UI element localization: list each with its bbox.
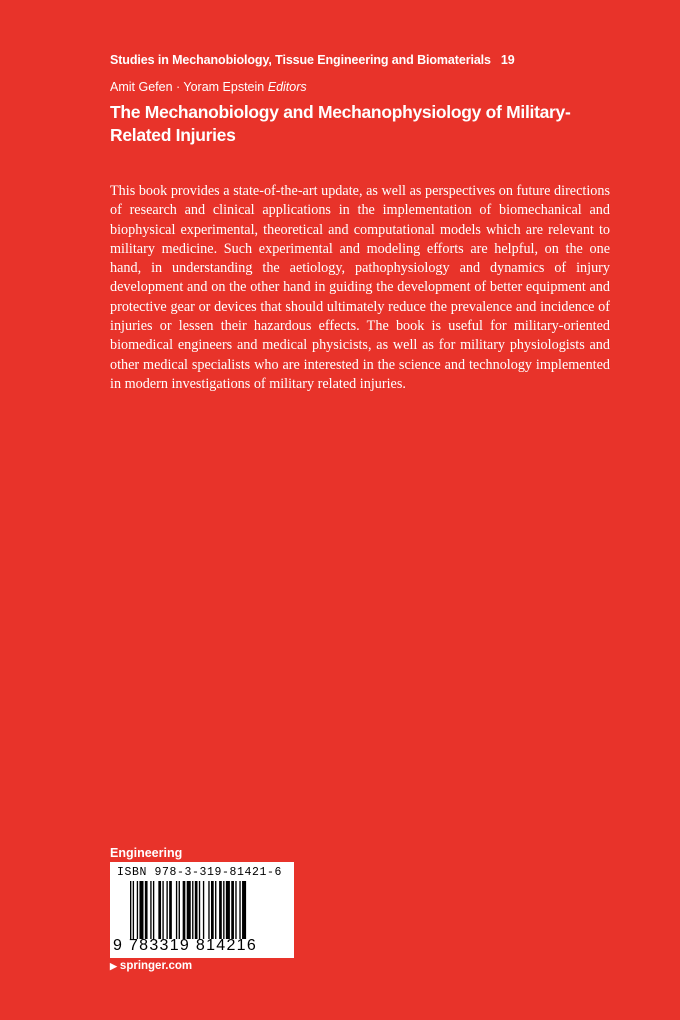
editor-names: Amit Gefen · Yoram Epstein xyxy=(110,80,265,94)
barcode-stripe xyxy=(169,881,172,939)
book-title: The Mechanobiology and Mechanophysiology of Military-Related Injuries xyxy=(110,102,571,145)
barcode-stripe xyxy=(215,881,216,939)
barcode-stripe xyxy=(203,881,204,939)
barcode-stripe xyxy=(158,881,161,939)
barcode-stripe xyxy=(130,881,131,939)
series-line xyxy=(110,53,515,67)
isbn-label: ISBN 978-3-319-81421-6 xyxy=(117,866,283,879)
barcode-stripe xyxy=(153,881,154,939)
book-description: This book provides a state-of-the-art update, as well as perspectives on future directions of research and clinical applications in the implementation of biomechanical and biophysical experimental, theoretical and computational models which are relevant to military medicine. Such experimental and modeling efforts are helpful, on the one hand, in understanding the aetiology, pathophysiology and dynamics of injury development and on the other hand in guiding the development of better equipment and protective gear or devices that should ultimately reduce the prevalence and incidence of injuries or lessen their hazardous effects. The book is useful for military-oriented biomedical engineers and medical physicists, as well as for military physiologists and other medical specialists who are interested in the science and technology implemented in modern investigations of military related injuries. xyxy=(110,183,610,392)
isbn-barcode xyxy=(110,862,294,958)
barcode-stripe xyxy=(192,881,193,939)
barcode-stripe xyxy=(199,881,200,939)
series-volume: 19 xyxy=(500,53,515,67)
barcode-stripe xyxy=(223,881,224,939)
barcode-stripe xyxy=(211,881,214,939)
barcode-stripe xyxy=(231,881,234,939)
barcode-stripe xyxy=(208,881,209,939)
barcode-stripe xyxy=(239,881,240,939)
publisher-url: springer.com xyxy=(119,960,193,972)
barcode-stripe xyxy=(137,881,138,939)
barcode-stripe xyxy=(145,881,148,939)
barcode-stripe xyxy=(166,881,167,939)
barcode-stripe xyxy=(187,881,191,939)
barcode-stripe xyxy=(150,881,151,939)
barcode-stripe xyxy=(179,881,180,939)
publisher-link[interactable] xyxy=(110,960,192,972)
editors-role: Editors xyxy=(267,80,307,94)
subject-category: Engineering xyxy=(110,846,183,860)
barcode-digits: 9 783319 814216 xyxy=(113,937,258,954)
barcode-stripe xyxy=(183,881,186,939)
barcode-stripe xyxy=(176,881,177,939)
barcode-stripe xyxy=(226,881,230,939)
barcode-stripe xyxy=(133,881,134,939)
barcode-stripe xyxy=(139,881,143,939)
barcode-bars xyxy=(130,881,290,939)
barcode-stripe xyxy=(235,881,236,939)
barcode-stripe xyxy=(195,881,198,939)
barcode-stripe xyxy=(242,881,246,939)
barcode-image xyxy=(130,881,290,939)
barcode-stripe xyxy=(219,881,222,939)
triangle-right-icon: ▶ xyxy=(110,961,117,971)
series-name: Studies in Mechanobiology, Tissue Engineering and Biomaterials xyxy=(110,53,491,67)
editors-line xyxy=(110,80,307,94)
barcode-stripe xyxy=(162,881,163,939)
